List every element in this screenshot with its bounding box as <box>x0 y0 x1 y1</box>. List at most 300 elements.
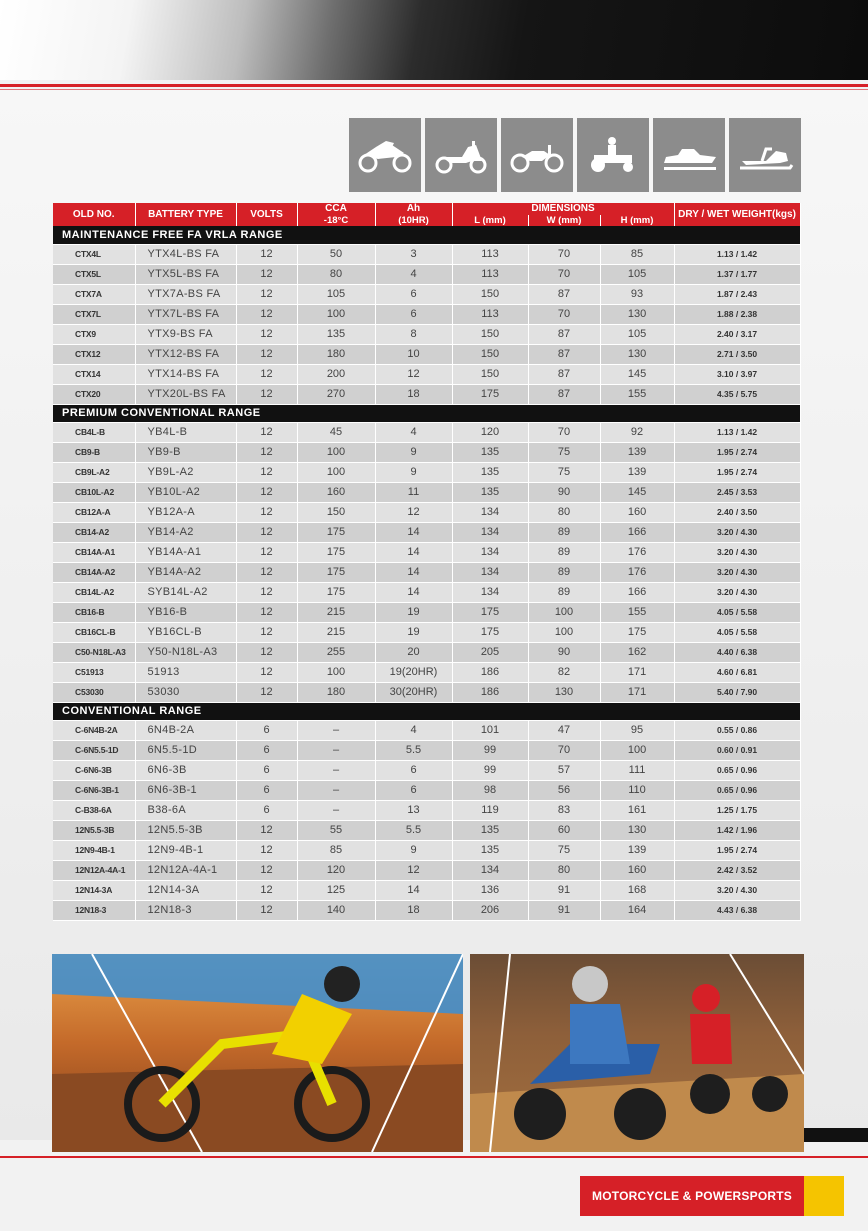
cell-height: 105 <box>600 324 674 344</box>
table-row <box>53 780 800 800</box>
cell-battery-type: 12N9-4B-1 <box>135 840 236 860</box>
cell-weight: 1.13 / 1.42 <box>674 244 800 264</box>
cell-weight: 3.20 / 4.30 <box>674 880 800 900</box>
cell-battery-type: YTX9-BS FA <box>135 324 236 344</box>
cell-length: 150 <box>452 364 528 384</box>
cell-volts: 6 <box>236 740 297 760</box>
cell-old-no: 12N18-3 <box>53 900 135 920</box>
cell-height: 139 <box>600 840 674 860</box>
cell-cca: 100 <box>297 462 375 482</box>
cell-ah: 30(20HR) <box>375 682 452 702</box>
cell-old-no: C51913 <box>53 662 135 682</box>
table-row <box>53 482 800 502</box>
cell-length: 135 <box>452 482 528 502</box>
cell-width: 90 <box>528 642 600 662</box>
cell-ah: 6 <box>375 780 452 800</box>
cell-height: 130 <box>600 304 674 324</box>
cell-ah: 4 <box>375 264 452 284</box>
cell-battery-type: YB14-A2 <box>135 522 236 542</box>
battery-spec-table <box>53 203 801 921</box>
cell-volts: 12 <box>236 442 297 462</box>
cell-old-no: C-6N5.5-1D <box>53 740 135 760</box>
cell-cca: 180 <box>297 344 375 364</box>
scooter-icon <box>425 118 497 192</box>
cell-battery-type: YTX4L-BS FA <box>135 244 236 264</box>
cell-cca: – <box>297 720 375 740</box>
cell-old-no: CTX9 <box>53 324 135 344</box>
cell-length: 120 <box>452 422 528 442</box>
cell-cca: 125 <box>297 880 375 900</box>
cell-cca: 50 <box>297 244 375 264</box>
footer-red-line <box>0 1156 868 1158</box>
cell-length: 98 <box>452 780 528 800</box>
cell-weight: 2.45 / 3.53 <box>674 482 800 502</box>
cell-weight: 1.13 / 1.42 <box>674 422 800 442</box>
cell-width: 75 <box>528 442 600 462</box>
cell-old-no: CB16CL-B <box>53 622 135 642</box>
cell-volts: 12 <box>236 880 297 900</box>
cell-width: 70 <box>528 740 600 760</box>
cell-volts: 12 <box>236 264 297 284</box>
cell-length: 134 <box>452 522 528 542</box>
cell-width: 100 <box>528 622 600 642</box>
cell-battery-type: YTX20L-BS FA <box>135 384 236 404</box>
cell-height: 110 <box>600 780 674 800</box>
cell-battery-type: 6N5.5-1D <box>135 740 236 760</box>
cell-ah: 19(20HR) <box>375 662 452 682</box>
cell-old-no: 12N5.5-3B <box>53 820 135 840</box>
cell-weight: 2.40 / 3.50 <box>674 502 800 522</box>
footer-dark-bar <box>804 1128 868 1142</box>
table-row <box>53 662 800 682</box>
cell-ah: 12 <box>375 502 452 522</box>
col-length: L (mm) <box>452 215 528 226</box>
cell-cca: 100 <box>297 662 375 682</box>
table-row <box>53 244 800 264</box>
cell-width: 47 <box>528 720 600 740</box>
cell-battery-type: Y50-N18L-A3 <box>135 642 236 662</box>
col-weight: DRY / WET WEIGHT(kgs) <box>674 203 800 226</box>
table-row <box>53 284 800 304</box>
cell-weight: 1.87 / 2.43 <box>674 284 800 304</box>
cell-old-no: C-6N6-3B <box>53 760 135 780</box>
cell-old-no: CTX7A <box>53 284 135 304</box>
table-row <box>53 442 800 462</box>
cell-width: 87 <box>528 284 600 304</box>
cell-volts: 12 <box>236 602 297 622</box>
cell-old-no: CTX14 <box>53 364 135 384</box>
cell-width: 80 <box>528 502 600 522</box>
cell-old-no: 12N14-3A <box>53 880 135 900</box>
cell-volts: 12 <box>236 462 297 482</box>
cell-height: 164 <box>600 900 674 920</box>
cell-ah: 5.5 <box>375 740 452 760</box>
cell-width: 87 <box>528 384 600 404</box>
table-row <box>53 422 800 442</box>
cell-cca: 135 <box>297 324 375 344</box>
cell-height: 92 <box>600 422 674 442</box>
table-row <box>53 820 800 840</box>
cell-height: 105 <box>600 264 674 284</box>
cell-length: 99 <box>452 740 528 760</box>
cell-length: 134 <box>452 582 528 602</box>
cell-volts: 12 <box>236 384 297 404</box>
cell-volts: 12 <box>236 582 297 602</box>
cell-cca: 100 <box>297 304 375 324</box>
cell-length: 150 <box>452 324 528 344</box>
table-row <box>53 840 800 860</box>
cell-height: 130 <box>600 344 674 364</box>
cell-cca: – <box>297 740 375 760</box>
cell-ah: 4 <box>375 720 452 740</box>
cell-ah: 14 <box>375 582 452 602</box>
col-height: H (mm) <box>600 215 674 226</box>
cell-ah: 6 <box>375 304 452 324</box>
cruiser-icon <box>501 118 573 192</box>
cell-old-no: CB9L-A2 <box>53 462 135 482</box>
col-volts: VOLTS <box>236 203 297 226</box>
cell-ah: 8 <box>375 324 452 344</box>
cell-old-no: CB12A-A <box>53 502 135 522</box>
cell-cca: 270 <box>297 384 375 404</box>
cell-ah: 14 <box>375 542 452 562</box>
cell-length: 113 <box>452 244 528 264</box>
cell-old-no: C-6N6-3B-1 <box>53 780 135 800</box>
cell-length: 136 <box>452 880 528 900</box>
cell-length: 134 <box>452 562 528 582</box>
cell-weight: 5.40 / 7.90 <box>674 682 800 702</box>
cell-cca: 80 <box>297 264 375 284</box>
cell-height: 93 <box>600 284 674 304</box>
cell-length: 175 <box>452 384 528 404</box>
cell-cca: 215 <box>297 602 375 622</box>
cell-ah: 19 <box>375 622 452 642</box>
cell-battery-type: 12N18-3 <box>135 900 236 920</box>
cell-height: 139 <box>600 442 674 462</box>
cell-battery-type: 53030 <box>135 682 236 702</box>
sport-bike-icon <box>349 118 421 192</box>
cell-length: 113 <box>452 304 528 324</box>
cell-weight: 1.42 / 1.96 <box>674 820 800 840</box>
table-row <box>53 364 800 384</box>
cell-length: 113 <box>452 264 528 284</box>
table-row <box>53 562 800 582</box>
cell-ah: 11 <box>375 482 452 502</box>
cell-length: 206 <box>452 900 528 920</box>
cell-height: 166 <box>600 582 674 602</box>
cell-width: 87 <box>528 344 600 364</box>
cell-length: 150 <box>452 344 528 364</box>
cell-height: 160 <box>600 860 674 880</box>
cell-battery-type: YB10L-A2 <box>135 482 236 502</box>
vehicle-icon-strip <box>349 118 801 192</box>
col-battery-type: BATTERY TYPE <box>135 203 236 226</box>
section-header <box>53 702 800 720</box>
cell-weight: 4.60 / 6.81 <box>674 662 800 682</box>
cell-cca: 215 <box>297 622 375 642</box>
table-body <box>53 226 800 920</box>
cell-volts: 12 <box>236 364 297 384</box>
cell-battery-type: 12N5.5-3B <box>135 820 236 840</box>
cell-length: 119 <box>452 800 528 820</box>
category-label: MOTORCYCLE & POWERSPORTS <box>580 1176 804 1216</box>
cell-weight: 1.88 / 2.38 <box>674 304 800 324</box>
cell-width: 60 <box>528 820 600 840</box>
cell-battery-type: YB16CL-B <box>135 622 236 642</box>
cell-battery-type: 6N6-3B-1 <box>135 780 236 800</box>
cell-old-no: CB14A-A1 <box>53 542 135 562</box>
cell-old-no: C-6N4B-2A <box>53 720 135 740</box>
cell-volts: 12 <box>236 482 297 502</box>
cell-old-no: CB14L-A2 <box>53 582 135 602</box>
cell-old-no: CB14A-A2 <box>53 562 135 582</box>
col-width: W (mm) <box>528 215 600 226</box>
cell-battery-type: YB16-B <box>135 602 236 622</box>
cell-volts: 12 <box>236 304 297 324</box>
cell-ah: 13 <box>375 800 452 820</box>
cell-old-no: CB10L-A2 <box>53 482 135 502</box>
cell-height: 171 <box>600 662 674 682</box>
cell-old-no: CB9-B <box>53 442 135 462</box>
cell-ah: 18 <box>375 900 452 920</box>
cell-cca: – <box>297 800 375 820</box>
cell-volts: 6 <box>236 760 297 780</box>
col-ah: Ah <box>375 203 452 215</box>
cell-weight: 0.65 / 0.96 <box>674 760 800 780</box>
cell-weight: 4.35 / 5.75 <box>674 384 800 404</box>
cell-old-no: 12N9-4B-1 <box>53 840 135 860</box>
cell-length: 101 <box>452 720 528 740</box>
cell-width: 89 <box>528 582 600 602</box>
col-cca-sub: -18°C <box>297 215 375 226</box>
section-title: PREMIUM CONVENTIONAL RANGE <box>53 404 800 422</box>
cell-height: 100 <box>600 740 674 760</box>
cell-battery-type: YTX7A-BS FA <box>135 284 236 304</box>
cell-volts: 6 <box>236 720 297 740</box>
cell-cca: 100 <box>297 442 375 462</box>
cell-height: 176 <box>600 562 674 582</box>
cell-width: 130 <box>528 682 600 702</box>
cell-cca: 180 <box>297 682 375 702</box>
cell-ah: 18 <box>375 384 452 404</box>
cell-ah: 12 <box>375 860 452 880</box>
cell-volts: 12 <box>236 542 297 562</box>
table-row <box>53 304 800 324</box>
cell-width: 75 <box>528 840 600 860</box>
cell-width: 82 <box>528 662 600 682</box>
cell-weight: 2.42 / 3.52 <box>674 860 800 880</box>
cell-old-no: 12N12A-4A-1 <box>53 860 135 880</box>
cell-cca: 105 <box>297 284 375 304</box>
col-old-no: OLD NO. <box>53 203 135 226</box>
cell-height: 130 <box>600 820 674 840</box>
cell-volts: 12 <box>236 344 297 364</box>
cell-ah: 9 <box>375 840 452 860</box>
cell-cca: 55 <box>297 820 375 840</box>
cell-length: 134 <box>452 502 528 522</box>
cell-battery-type: YB9L-A2 <box>135 462 236 482</box>
lawn-tractor-icon <box>577 118 649 192</box>
cell-ah: 3 <box>375 244 452 264</box>
cell-width: 57 <box>528 760 600 780</box>
cell-height: 111 <box>600 760 674 780</box>
cell-ah: 14 <box>375 880 452 900</box>
cell-length: 205 <box>452 642 528 662</box>
cell-old-no: CTX5L <box>53 264 135 284</box>
cell-height: 171 <box>600 682 674 702</box>
table-row <box>53 800 800 820</box>
cell-cca: 255 <box>297 642 375 662</box>
cell-volts: 12 <box>236 284 297 304</box>
cell-old-no: CTX12 <box>53 344 135 364</box>
cell-cca: 175 <box>297 562 375 582</box>
cell-weight: 0.55 / 0.86 <box>674 720 800 740</box>
cell-battery-type: YB14A-A2 <box>135 562 236 582</box>
cell-volts: 12 <box>236 522 297 542</box>
atv-photo <box>470 954 804 1152</box>
cell-battery-type: YTX7L-BS FA <box>135 304 236 324</box>
cell-weight: 0.60 / 0.91 <box>674 740 800 760</box>
table-row <box>53 264 800 284</box>
table-row <box>53 880 800 900</box>
cell-battery-type: SYB14L-A2 <box>135 582 236 602</box>
cell-ah: 12 <box>375 364 452 384</box>
cell-cca: 120 <box>297 860 375 880</box>
cell-battery-type: YTX14-BS FA <box>135 364 236 384</box>
cell-width: 70 <box>528 304 600 324</box>
cell-ah: 10 <box>375 344 452 364</box>
cell-height: 145 <box>600 364 674 384</box>
cell-width: 89 <box>528 562 600 582</box>
cell-height: 161 <box>600 800 674 820</box>
cell-width: 83 <box>528 800 600 820</box>
cell-height: 162 <box>600 642 674 662</box>
col-dimensions: DIMENSIONS <box>452 203 674 215</box>
table-row <box>53 344 800 364</box>
cell-volts: 12 <box>236 662 297 682</box>
cell-width: 91 <box>528 880 600 900</box>
cell-old-no: C-B38-6A <box>53 800 135 820</box>
cell-battery-type: 6N4B-2A <box>135 720 236 740</box>
cell-battery-type: 51913 <box>135 662 236 682</box>
cell-width: 70 <box>528 264 600 284</box>
cell-height: 168 <box>600 880 674 900</box>
cell-old-no: CTX4L <box>53 244 135 264</box>
cell-width: 100 <box>528 602 600 622</box>
cell-width: 75 <box>528 462 600 482</box>
cell-battery-type: YB4L-B <box>135 422 236 442</box>
table-row <box>53 462 800 482</box>
cell-width: 90 <box>528 482 600 502</box>
cell-cca: – <box>297 760 375 780</box>
cell-length: 135 <box>452 840 528 860</box>
cell-cca: 175 <box>297 542 375 562</box>
table-row <box>53 582 800 602</box>
cell-width: 87 <box>528 324 600 344</box>
cell-volts: 12 <box>236 900 297 920</box>
section-title: CONVENTIONAL RANGE <box>53 702 800 720</box>
cell-height: 95 <box>600 720 674 740</box>
cell-cca: 140 <box>297 900 375 920</box>
category-accent <box>804 1176 844 1216</box>
cell-old-no: C50-N18L-A3 <box>53 642 135 662</box>
cell-length: 99 <box>452 760 528 780</box>
cell-old-no: CTX7L <box>53 304 135 324</box>
cell-weight: 4.05 / 5.58 <box>674 602 800 622</box>
cell-weight: 1.25 / 1.75 <box>674 800 800 820</box>
cell-height: 155 <box>600 384 674 404</box>
col-cca: CCA <box>297 203 375 215</box>
cell-cca: 160 <box>297 482 375 502</box>
cell-width: 70 <box>528 244 600 264</box>
table-row <box>53 720 800 740</box>
cell-old-no: CTX20 <box>53 384 135 404</box>
cell-width: 70 <box>528 422 600 442</box>
cell-width: 91 <box>528 900 600 920</box>
cell-width: 56 <box>528 780 600 800</box>
cell-weight: 3.20 / 4.30 <box>674 542 800 562</box>
cell-battery-type: YB12A-A <box>135 502 236 522</box>
table-row <box>53 542 800 562</box>
cell-ah: 19 <box>375 602 452 622</box>
cell-cca: 45 <box>297 422 375 442</box>
cell-height: 139 <box>600 462 674 482</box>
cell-old-no: CB4L-B <box>53 422 135 442</box>
cell-weight: 3.20 / 4.30 <box>674 582 800 602</box>
cell-ah: 6 <box>375 284 452 304</box>
cell-weight: 1.95 / 2.74 <box>674 442 800 462</box>
cell-length: 134 <box>452 542 528 562</box>
cell-cca: 85 <box>297 840 375 860</box>
cell-height: 175 <box>600 622 674 642</box>
cell-volts: 12 <box>236 820 297 840</box>
cell-volts: 12 <box>236 642 297 662</box>
cell-weight: 3.10 / 3.97 <box>674 364 800 384</box>
table-row <box>53 324 800 344</box>
cell-height: 155 <box>600 602 674 622</box>
cell-ah: 9 <box>375 442 452 462</box>
cell-width: 89 <box>528 522 600 542</box>
cell-height: 166 <box>600 522 674 542</box>
cell-width: 80 <box>528 860 600 880</box>
cell-battery-type: YTX12-BS FA <box>135 344 236 364</box>
cell-battery-type: 12N14-3A <box>135 880 236 900</box>
cell-length: 150 <box>452 284 528 304</box>
cell-battery-type: YB14A-A1 <box>135 542 236 562</box>
cell-weight: 0.65 / 0.96 <box>674 780 800 800</box>
cell-battery-type: YB9-B <box>135 442 236 462</box>
cell-length: 135 <box>452 820 528 840</box>
cell-volts: 12 <box>236 682 297 702</box>
cell-length: 175 <box>452 622 528 642</box>
header-divider <box>0 84 868 87</box>
motocross-photo <box>52 954 463 1152</box>
cell-old-no: CB14-A2 <box>53 522 135 542</box>
cell-ah: 4 <box>375 422 452 442</box>
cell-height: 145 <box>600 482 674 502</box>
table-row <box>53 900 800 920</box>
col-ah-sub: (10HR) <box>375 215 452 226</box>
cell-height: 160 <box>600 502 674 522</box>
cell-length: 135 <box>452 462 528 482</box>
cell-weight: 4.40 / 6.38 <box>674 642 800 662</box>
cell-volts: 12 <box>236 840 297 860</box>
cell-cca: 175 <box>297 522 375 542</box>
cell-weight: 4.05 / 5.58 <box>674 622 800 642</box>
cell-cca: 150 <box>297 502 375 522</box>
table-row <box>53 860 800 880</box>
cell-weight: 2.71 / 3.50 <box>674 344 800 364</box>
